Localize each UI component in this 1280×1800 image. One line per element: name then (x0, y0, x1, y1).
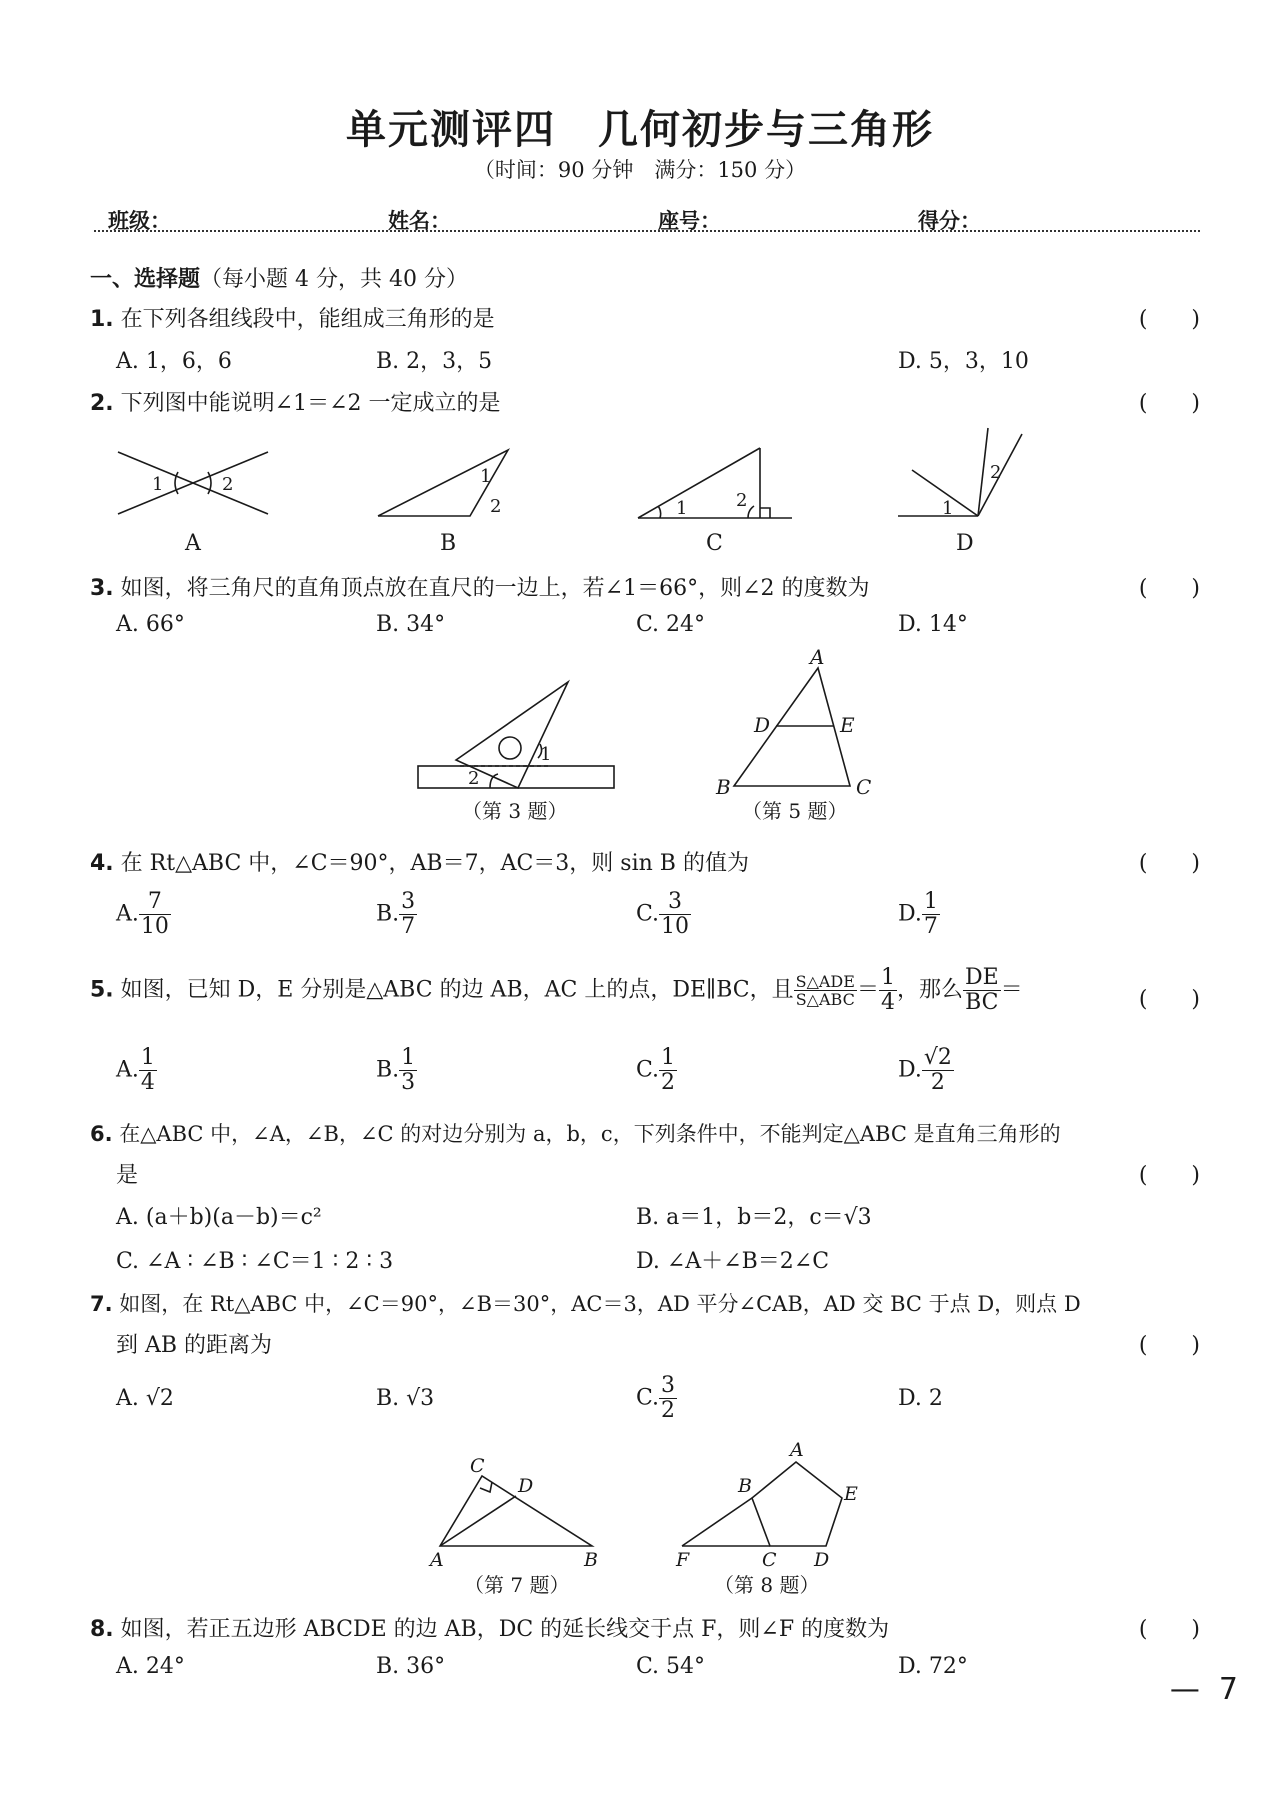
option-d (898, 890, 940, 939)
q7-right-angle (480, 1482, 492, 1492)
answer-paren: ( ) (1138, 987, 1200, 1012)
page-number (1170, 1672, 1238, 1707)
fig-b-label-1: 1 (480, 466, 492, 487)
fraction (139, 890, 171, 939)
q5-point-a: A (810, 648, 825, 669)
denominator: 4 (140, 1070, 155, 1096)
q5-point-d: D (754, 713, 771, 737)
numerator: 1 (880, 965, 895, 990)
answer-paren: ( ) (1138, 391, 1200, 416)
then-text: ，那么 (896, 977, 963, 1003)
page-number-value: 7 (1218, 1672, 1238, 1707)
q7-caption: （第 7 题） (464, 1573, 570, 1597)
q3-q5-figures (0, 648, 1280, 824)
numerator: 3 (661, 1373, 676, 1398)
fig-a-caption: A (185, 531, 201, 556)
q8-extension-ab (682, 1498, 752, 1546)
equals: ＝ (1000, 977, 1023, 1003)
section-title: 一、选择题 (90, 267, 201, 292)
numerator: √2 (923, 1045, 952, 1070)
page-dash: — (1169, 1672, 1200, 1707)
q3-caption: （第 3 题） (462, 799, 568, 823)
q8-pentagon (752, 1462, 842, 1546)
answer-paren: ( ) (1138, 307, 1200, 332)
header-divider (94, 230, 1200, 232)
q7-point-a: A (430, 1549, 444, 1571)
fig-d-label-2: 2 (990, 462, 1002, 483)
question-number: 1. (90, 307, 114, 332)
answer-paren: ( ) (1138, 1333, 1200, 1358)
ratio-fraction (879, 966, 897, 1015)
page-subtitle: （时间：90 分钟 满分：150 分） (473, 158, 807, 182)
question-number: 8. (90, 1617, 114, 1642)
denominator: 3 (401, 1070, 416, 1096)
option-letter: C. (636, 1385, 660, 1411)
numerator: 1 (923, 889, 938, 914)
fraction (922, 890, 940, 939)
question-text: 在下列各组线段中，能组成三角形的是 (120, 307, 495, 332)
question-7 (90, 1288, 1081, 1318)
option-b (376, 1046, 417, 1095)
q5-point-b: B (716, 775, 731, 799)
denominator: 10 (661, 914, 690, 940)
numerator: S△ADE (795, 971, 855, 991)
question-number: 2. (90, 391, 114, 416)
q2-figures (0, 420, 1280, 560)
question-7-cont: 到 AB 的距离为 (116, 1333, 273, 1358)
fig-b-label-2: 2 (490, 496, 502, 517)
option-c: C. 24° (636, 612, 706, 637)
option-b: B. √3 (376, 1386, 435, 1411)
fig-c-arc1 (658, 506, 661, 518)
fig-d-ray2 (978, 428, 988, 516)
q8-point-e: E (844, 1483, 858, 1505)
question-number: 4. (90, 851, 114, 876)
answer-paren: ( ) (1138, 1163, 1200, 1188)
option-a: A. √2 (116, 1386, 174, 1411)
question-text: 如图，将三角尺的直角顶点放在直尺的一边上，若∠1＝66°，则∠2 的度数为 (120, 576, 870, 601)
q7-q8-figures (0, 1440, 1280, 1600)
option-a: A. 66° (116, 612, 185, 637)
q5-caption: （第 5 题） (742, 799, 848, 823)
seat-label: 座号： (658, 209, 721, 233)
q8-caption: （第 8 题） (714, 1573, 820, 1597)
numerator: DE (964, 965, 999, 990)
question-8 (90, 1612, 889, 1643)
question-3 (90, 571, 870, 602)
fig-c-right-angle (760, 508, 770, 518)
numerator: 3 (401, 889, 416, 914)
question-text: 如图，已知 D，E 分别是△ABC 的边 AB，AC 上的点，DE∥BC，且 (120, 977, 794, 1003)
option-letter: C. (636, 1057, 660, 1083)
page-title: 单元测评四 几何初步与三角形 (346, 107, 934, 153)
option-c: C. 54° (636, 1654, 706, 1679)
angle2-label: 2 (468, 768, 480, 789)
numerator: 1 (401, 1045, 416, 1070)
fig-a-label-2: 2 (222, 474, 234, 495)
fig-c-label-2: 2 (736, 490, 748, 511)
answer-paren: ( ) (1138, 1617, 1200, 1642)
option-letter: A. (116, 901, 139, 927)
option-a: A. 1，6，6 (116, 349, 232, 374)
denominator: 4 (880, 990, 895, 1016)
question-6-cont: 是 (116, 1163, 139, 1188)
answer-paren: ( ) (1138, 851, 1200, 876)
fraction (922, 1046, 954, 1095)
fig-b-caption: B (440, 531, 457, 556)
option-letter: D. (898, 1057, 922, 1083)
numerator: 3 (659, 890, 691, 915)
fig-c-label-1: 1 (676, 498, 688, 519)
fig-c-arc2 (748, 506, 754, 518)
fig-a-label-1: 1 (152, 474, 164, 495)
option-d: D. ∠A＋∠B＝2∠C (636, 1249, 830, 1274)
option-letter: A. (116, 1057, 139, 1083)
option-letter: C. (636, 901, 660, 927)
q7-triangle (440, 1476, 592, 1546)
denominator: 2 (661, 1398, 676, 1424)
numerator: 7 (139, 890, 171, 915)
question-number: 5. (90, 977, 114, 1003)
fraction (139, 1046, 157, 1095)
option-b: B. a＝1，b＝2，c＝√3 (636, 1205, 872, 1230)
question-2 (90, 386, 501, 417)
area-ratio-fraction (794, 973, 857, 1009)
numerator: 1 (661, 1045, 676, 1070)
ruler (418, 766, 614, 788)
q8-point-b: B (738, 1475, 752, 1497)
angle1-label: 1 (540, 744, 552, 765)
fig-d-caption: D (956, 531, 974, 556)
option-d: D. 14° (898, 612, 968, 637)
score-label: 得分： (918, 209, 981, 233)
option-a: A. (a＋b)(a－b)＝c² (116, 1205, 322, 1230)
question-text: 在 Rt△ABC 中，∠C＝90°，AB＝7，AC＝3，则 sin B 的值为 (120, 851, 749, 876)
answer-paren: ( ) (1138, 576, 1200, 601)
question-6 (90, 1118, 1061, 1148)
question-number: 7. (90, 1292, 113, 1316)
q7-point-b: B (584, 1549, 598, 1571)
option-b: B. 36° (376, 1654, 446, 1679)
option-a (116, 890, 171, 939)
option-d (898, 1046, 954, 1095)
q8-point-c: C (762, 1549, 777, 1571)
option-letter: B. (376, 901, 400, 927)
q7-bisector-ad (440, 1496, 516, 1546)
option-b: B. 34° (376, 612, 446, 637)
denominator: 2 (930, 1070, 945, 1096)
fraction (659, 1374, 677, 1423)
question-4 (90, 846, 749, 877)
option-c (636, 1046, 677, 1095)
class-label: 班级： (108, 209, 171, 233)
q8-point-d: D (814, 1549, 830, 1571)
option-letter: B. (376, 1057, 400, 1083)
option-d: D. 72° (898, 1654, 968, 1679)
denominator: BC (965, 990, 999, 1016)
option-letter: D. (898, 901, 922, 927)
de-bc-fraction (963, 966, 1001, 1015)
fraction (659, 890, 691, 939)
option-b (376, 890, 417, 939)
section-note: （每小题 4 分，共 40 分） (200, 267, 468, 292)
numerator: 1 (140, 1045, 155, 1070)
fig-d-label-1: 1 (942, 498, 954, 519)
question-text: 如图，在 Rt△ABC 中，∠C＝90°，∠B＝30°，AC＝3，AD 平分∠CAB，AD 交 BC 于点 D，则点 D (119, 1292, 1081, 1316)
q5-triangle (734, 668, 850, 786)
denominator: S△ABC (795, 990, 855, 1010)
option-c (636, 1374, 677, 1423)
question-text: 如图，若正五边形 ABCDE 的边 AB，DC 的延长线交于点 F，则∠F 的度数为 (120, 1617, 890, 1642)
denominator: 7 (401, 914, 416, 940)
denominator: 7 (923, 914, 938, 940)
denominator: 10 (140, 914, 169, 940)
section-heading (90, 262, 468, 293)
q5-point-e: E (840, 713, 855, 737)
name-label: 姓名： (388, 209, 451, 233)
option-a: A. 24° (116, 1654, 185, 1679)
q5-point-c: C (856, 775, 872, 799)
fig-c-caption: C (706, 531, 723, 556)
equals: ＝ (856, 977, 879, 1003)
q7-point-c: C (470, 1455, 485, 1477)
q7-point-d: D (518, 1475, 534, 1497)
question-text: 下列图中能说明∠1＝∠2 一定成立的是 (120, 391, 501, 416)
option-c: C. ∠A ∶ ∠B ∶ ∠C＝1 ∶ 2 ∶ 3 (116, 1249, 394, 1274)
option-a (116, 1046, 157, 1095)
fraction (659, 1046, 677, 1095)
fraction (399, 1046, 417, 1095)
question-number: 6. (90, 1122, 113, 1146)
option-b: B. 2，3，5 (376, 349, 493, 374)
fraction (399, 890, 417, 939)
option-d: D. 5，3，10 (898, 349, 1029, 374)
set-square-hole (499, 737, 521, 759)
option-d: D. 2 (898, 1386, 943, 1411)
option-c (636, 890, 691, 939)
question-5 (90, 966, 1023, 1015)
question-text: 在△ABC 中，∠A，∠B，∠C 的对边分别为 a，b，c，下列条件中，不能判定△ABC 是直角三角形的 (119, 1122, 1061, 1146)
denominator: 2 (661, 1070, 676, 1096)
q8-point-f: F (676, 1549, 690, 1571)
q8-point-a: A (790, 1440, 804, 1461)
question-1 (90, 302, 495, 333)
question-number: 3. (90, 576, 114, 601)
